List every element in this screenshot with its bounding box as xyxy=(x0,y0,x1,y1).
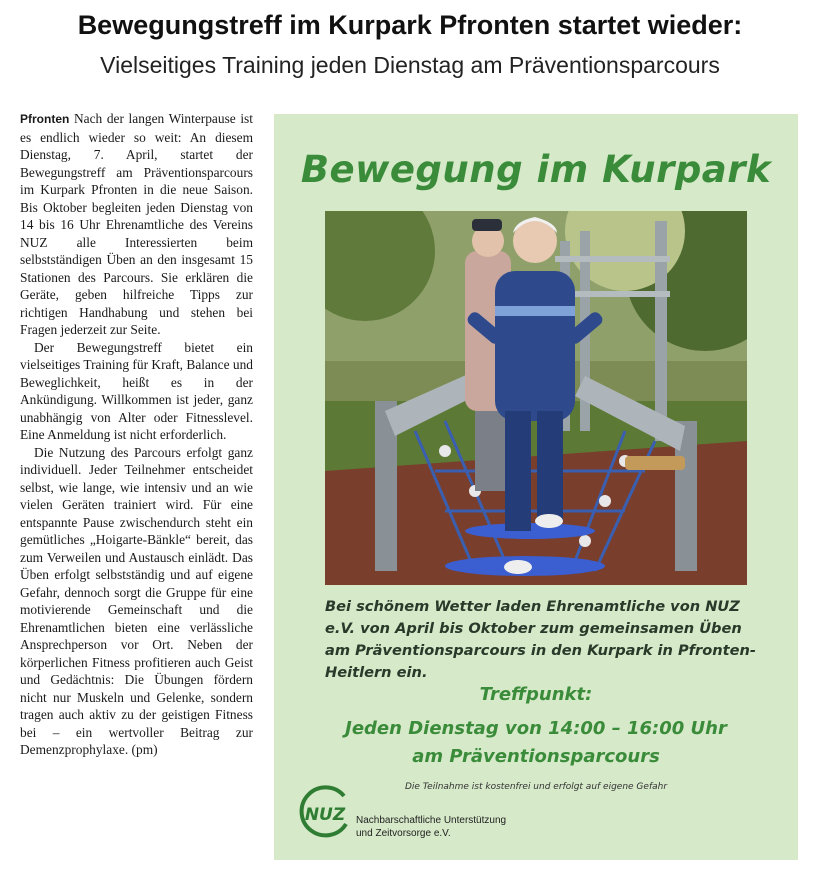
meeting-place: am Präventionsparcours xyxy=(412,746,660,767)
article-paragraph-1 xyxy=(20,110,253,339)
flyer-title: Bewegung im Kurpark xyxy=(300,148,772,191)
nuz-logo-text: NUZ xyxy=(304,805,346,825)
event-flyer xyxy=(274,114,798,860)
article-subheadline: Vielseitiges Training jeden Dienstag am Präventionsparcours xyxy=(100,52,720,78)
nuz-logo xyxy=(296,784,354,840)
organization-name xyxy=(356,814,576,840)
article-headline: Bewegungstreff im Kurpark Pfronten startet wieder: xyxy=(77,10,743,40)
flyer-photo xyxy=(325,211,747,585)
participation-note: Die Teilnahme ist kostenfrei und erfolgt auf eigene Gefahr xyxy=(404,782,668,792)
meeting-time: Jeden Dienstag von 14:00 – 16:00 Uhr xyxy=(345,718,727,739)
article-paragraph-2: Der Bewegungstreff bietet ein vielseitiges Training für Kraft, Balance und Beweglichkeit, heißt es in der Ankündigung. Willkommen ist jeder, ganz unabhängig von Alter oder Fitnesslevel. Eine Anmeldung ist nicht erforderlich. xyxy=(20,339,253,442)
nuz-logo-icon xyxy=(296,784,354,840)
organization-name-line-1: Nachbarschaftliche Unterstützung xyxy=(356,815,507,826)
organization-name-line-2: und Zeitvorsorge e.V. xyxy=(356,828,451,839)
article-location: Pfronten xyxy=(20,112,70,126)
meeting-heading: Treffpunkt: xyxy=(479,684,593,705)
article-body xyxy=(20,110,253,759)
article-paragraph-3: Die Nutzung des Parcours erfolgt ganz individuell. Jeder Teilnehmer entscheidet selbst, wie lange, wie intensiv und an wie vielen Geräten trainiert wird. Für eine entspannte Pause zwischendurch steht ein gemütliches „Hoigarte-Bänkle“ bereit, das zum Verweilen und Austausch einlädt. Das Üben erfolgt selbstständig und auf eigene Gefahr, dennoch sorgt die Gruppe für eine motivierende Gemeinschaft und die Ehrenamtlichen bieten eine verlässliche Ansprechperson vor Ort. Neben der körperlichen Fitness profitieren auch Geist und Gedächtnis: Die Übungen fördern nicht nur Muskeln und Gelenke, sondern tragen auch aktiv zu der geistigen Fitness bei – ein wertvoller Beitrag zur Demenzprophylaxe. (pm) xyxy=(20,444,253,757)
seniors-on-balance-bridge-image xyxy=(325,211,747,585)
article-paragraph-1-text: Nach der langen Winterpause ist es endlich wieder so weit: An diesem Dienstag, 7. April, startet der Bewegungstreff am Präventionsparcours im Kurpark Pfronten in die neue Saison. Bis Oktober begleiten jeden Dienstag von 14 bis 16 Uhr Ehrenamtliche des Vereins NUZ alle Interessierten beim selbstständigen Üben an den insgesamt 15 Stationen des Parcours. Sie erklären die Geräte, geben hilfreiche Tipps zur richtigen Handhabung und stehen bei Fragen jederzeit zur Seite. xyxy=(20,111,253,337)
flyer-description: Bei schönem Wetter laden Ehrenamtliche von NUZ e.V. von April bis Oktober zum gemeinsamen Üben am Präventionsparcours in den Kurpark in Pfronten-Heitlern ein. xyxy=(325,598,756,681)
